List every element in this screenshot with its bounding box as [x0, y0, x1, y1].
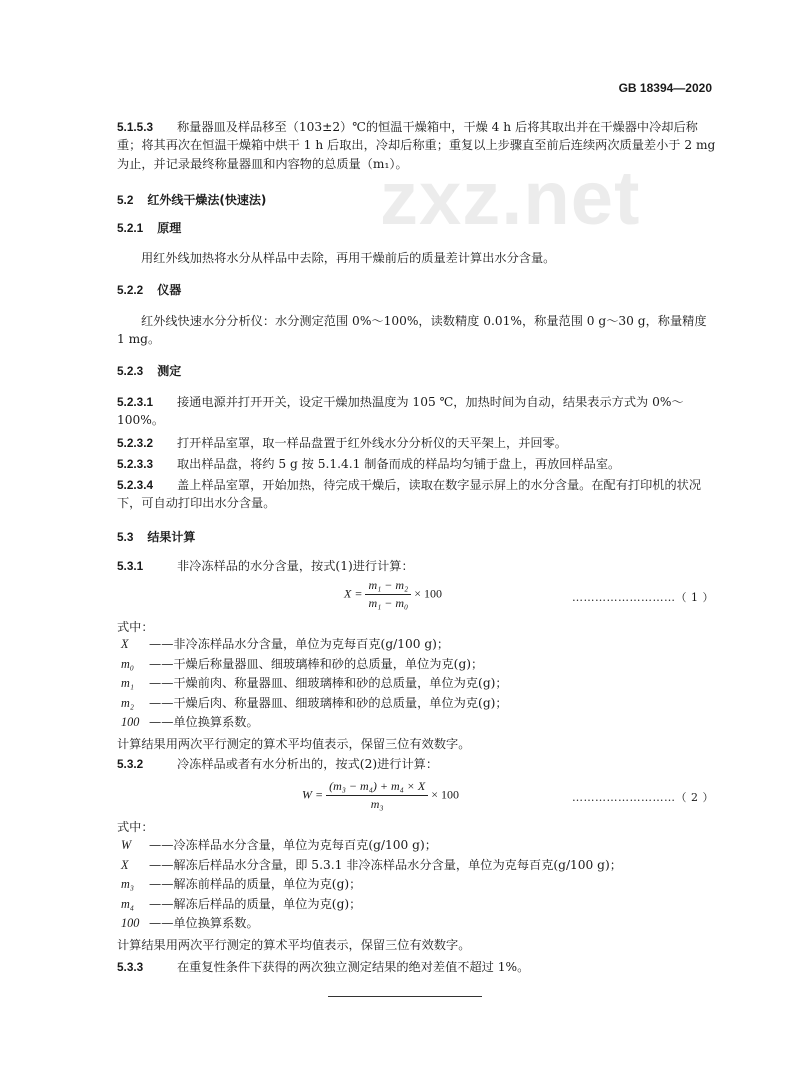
- clause-text: 在重复性条件下获得的两次独立测定结果的绝对差值不超过 1%。: [177, 960, 530, 974]
- definition-symbol: m₂: [121, 695, 135, 710]
- formula-fraction: [326, 779, 428, 812]
- definition-item: [121, 836, 622, 856]
- clause-text: 取出样品盘，将约 5 g 按 5.1.4.1 制备而成的样品均匀铺于盘上，再放回样品室。: [177, 457, 621, 471]
- paragraph-5-2-2: 红外线快速水分分析仪：水分测定范围 0%～100%，读数精度 0.01%，称量范围 0 g～30 g，称量精度 1 mg。: [117, 314, 707, 347]
- formula-lhs: X =: [344, 586, 363, 601]
- section-title: 测定: [157, 364, 182, 378]
- formula-2: [302, 779, 459, 812]
- end-rule: [328, 996, 482, 997]
- paragraph-5-1-5-3: [117, 118, 717, 173]
- paragraph-5-2-3-4: [117, 476, 717, 513]
- section-5-2-3: [117, 362, 181, 380]
- definition-text: ——干燥前肉、称量器皿、细玻璃棒和砂的总质量，单位为克(g)；: [149, 676, 508, 691]
- clause-text: 接通电源并打开开关，设定干燥加热温度为 105 ℃，加热时间为自动，结果表示方式为 0%～100%。: [117, 395, 684, 428]
- clause-number: 5.3.2: [117, 757, 144, 771]
- definition-text: ——单位换算系数。: [149, 916, 259, 931]
- formula-1: [344, 578, 442, 611]
- where-label-2: 式中：: [117, 820, 154, 834]
- definition-symbol: W: [121, 838, 132, 852]
- section-title: 原理: [157, 221, 182, 235]
- definition-list-2: [121, 836, 622, 934]
- clause-number: 5.2.3.3: [117, 457, 154, 471]
- definition-text: ——解冻后样品水分含量，即 5.3.1 非冷冻样品水分含量，单位为克每百克(g/100 g)；: [149, 857, 622, 872]
- section-5-2: [117, 191, 266, 209]
- definition-item: [121, 713, 508, 733]
- definition-symbol: m₃: [121, 877, 135, 892]
- definition-item: [121, 895, 622, 915]
- clause-text: 称量器皿及样品移至（103±2）℃的恒温干燥箱中，干燥 4 h 后将其取出并在干燥器中冷却后称重；将其再次在恒温干燥箱中烘干 1 h 后取出，冷却后称重；重复以上步骤直至前后连续两次质量差小于 2 mg 为止，并记录最终称量器皿和内容物的总质量（m₁）。: [117, 120, 716, 171]
- formula-lhs: W =: [302, 787, 324, 802]
- section-number: 5.2: [117, 193, 134, 207]
- section-5-3: [117, 528, 195, 546]
- clause-number: 5.2.3.2: [117, 436, 154, 450]
- clause-text: 打开样品室罩，取一样品盘置于红外线水分分析仪的天平架上，并回零。: [177, 436, 567, 450]
- definition-symbol: X: [121, 637, 129, 651]
- formula-number-2: ………………………（ 2 ）: [572, 791, 714, 804]
- definition-item: [121, 655, 508, 675]
- definition-text: ——冷冻样品水分含量，单位为克每百克(g/100 g)；: [149, 838, 437, 852]
- definition-item: [121, 856, 622, 876]
- definition-item: [121, 875, 622, 895]
- formula-denominator: m₃: [370, 797, 384, 811]
- paragraph-5-3-2: [117, 755, 717, 773]
- paragraph-5-3-1: [117, 557, 717, 575]
- definition-symbol: 100: [121, 715, 140, 730]
- section-number: 5.2.1: [117, 221, 144, 235]
- section-5-2-1: [117, 219, 181, 237]
- definition-text: ——干燥后肉、称量器皿、细玻璃棒和砂的总质量，单位为克(g)；: [149, 695, 508, 710]
- definition-text: ——解冻后样品的质量，单位为克(g)；: [149, 896, 362, 911]
- result-note-2: 计算结果用两次平行测定的算术平均值表示，保留三位有效数字。: [117, 938, 471, 952]
- formula-tail: × 100: [431, 787, 460, 802]
- paragraph-5-2-3-3: [117, 455, 717, 473]
- definition-symbol: X: [121, 857, 129, 872]
- paragraph-5-2-3-1: [117, 393, 717, 430]
- clause-number: 5.2.3.4: [117, 478, 154, 492]
- definition-text: ——非冷冻样品水分含量，单位为克每百克(g/100 g)；: [149, 637, 450, 651]
- definition-item: [121, 635, 508, 655]
- clause-number: 5.1.5.3: [117, 120, 154, 134]
- section-title: 红外线干燥法(快速法): [147, 193, 267, 207]
- formula-number-1: ………………………（ 1 ）: [572, 591, 714, 604]
- definition-text: ——单位换算系数。: [149, 715, 259, 730]
- definition-item: [121, 674, 508, 694]
- definition-text: ——解冻前样品的质量，单位为克(g)；: [149, 877, 362, 892]
- definition-text: ——干燥后称量器皿、细玻璃棒和砂的总质量，单位为克(g)；: [149, 656, 484, 671]
- formula-tail: × 100: [414, 586, 442, 601]
- definition-symbol: m₁: [121, 676, 135, 691]
- standard-number: GB 18394—2020: [618, 81, 712, 95]
- definition-symbol: m₄: [121, 896, 135, 911]
- section-title: 结果计算: [147, 530, 196, 544]
- formula-denominator: m₁ − m₀: [368, 596, 409, 610]
- paragraph-5-2-3-2: [117, 434, 717, 452]
- definition-symbol: m₀: [121, 656, 135, 671]
- watermark: zxz.net: [380, 156, 641, 241]
- formula-numerator: (m₃ − m₄) + m₄ × X: [326, 779, 428, 796]
- section-number: 5.3: [117, 530, 134, 544]
- formula-fraction: [365, 578, 411, 611]
- result-note-1: 计算结果用两次平行测定的算术平均值表示，保留三位有效数字。: [117, 737, 471, 751]
- section-title: 仪器: [157, 283, 182, 297]
- paragraph-5-2-1: 用红外线加热将水分从样品中去除，再用干燥前后的质量差计算出水分含量。: [141, 251, 556, 265]
- section-number: 5.2.2: [117, 283, 144, 297]
- clause-text: 盖上样品室罩，开始加热，待完成干燥后，读取在数字显示屏上的水分含量。在配有打印机的状况下，可自动打印出水分含量。: [117, 478, 702, 511]
- section-5-2-2: [117, 281, 181, 299]
- clause-number: 5.3.3: [117, 960, 144, 974]
- section-number: 5.2.3: [117, 364, 144, 378]
- paragraph-5-3-3: [117, 958, 717, 976]
- formula-numerator: m₁ − m₂: [365, 578, 411, 595]
- definition-item: [121, 914, 622, 934]
- clause-text: 非冷冻样品的水分含量，按式(1)进行计算：: [177, 559, 414, 573]
- clause-text: 冷冻样品或者有水分析出的，按式(2)进行计算：: [177, 757, 439, 771]
- definition-symbol: 100: [121, 916, 140, 931]
- definition-list-1: [121, 635, 508, 733]
- definition-item: [121, 694, 508, 714]
- clause-number: 5.3.1: [117, 559, 144, 573]
- where-label-1: 式中：: [117, 620, 154, 634]
- clause-number: 5.2.3.1: [117, 395, 154, 409]
